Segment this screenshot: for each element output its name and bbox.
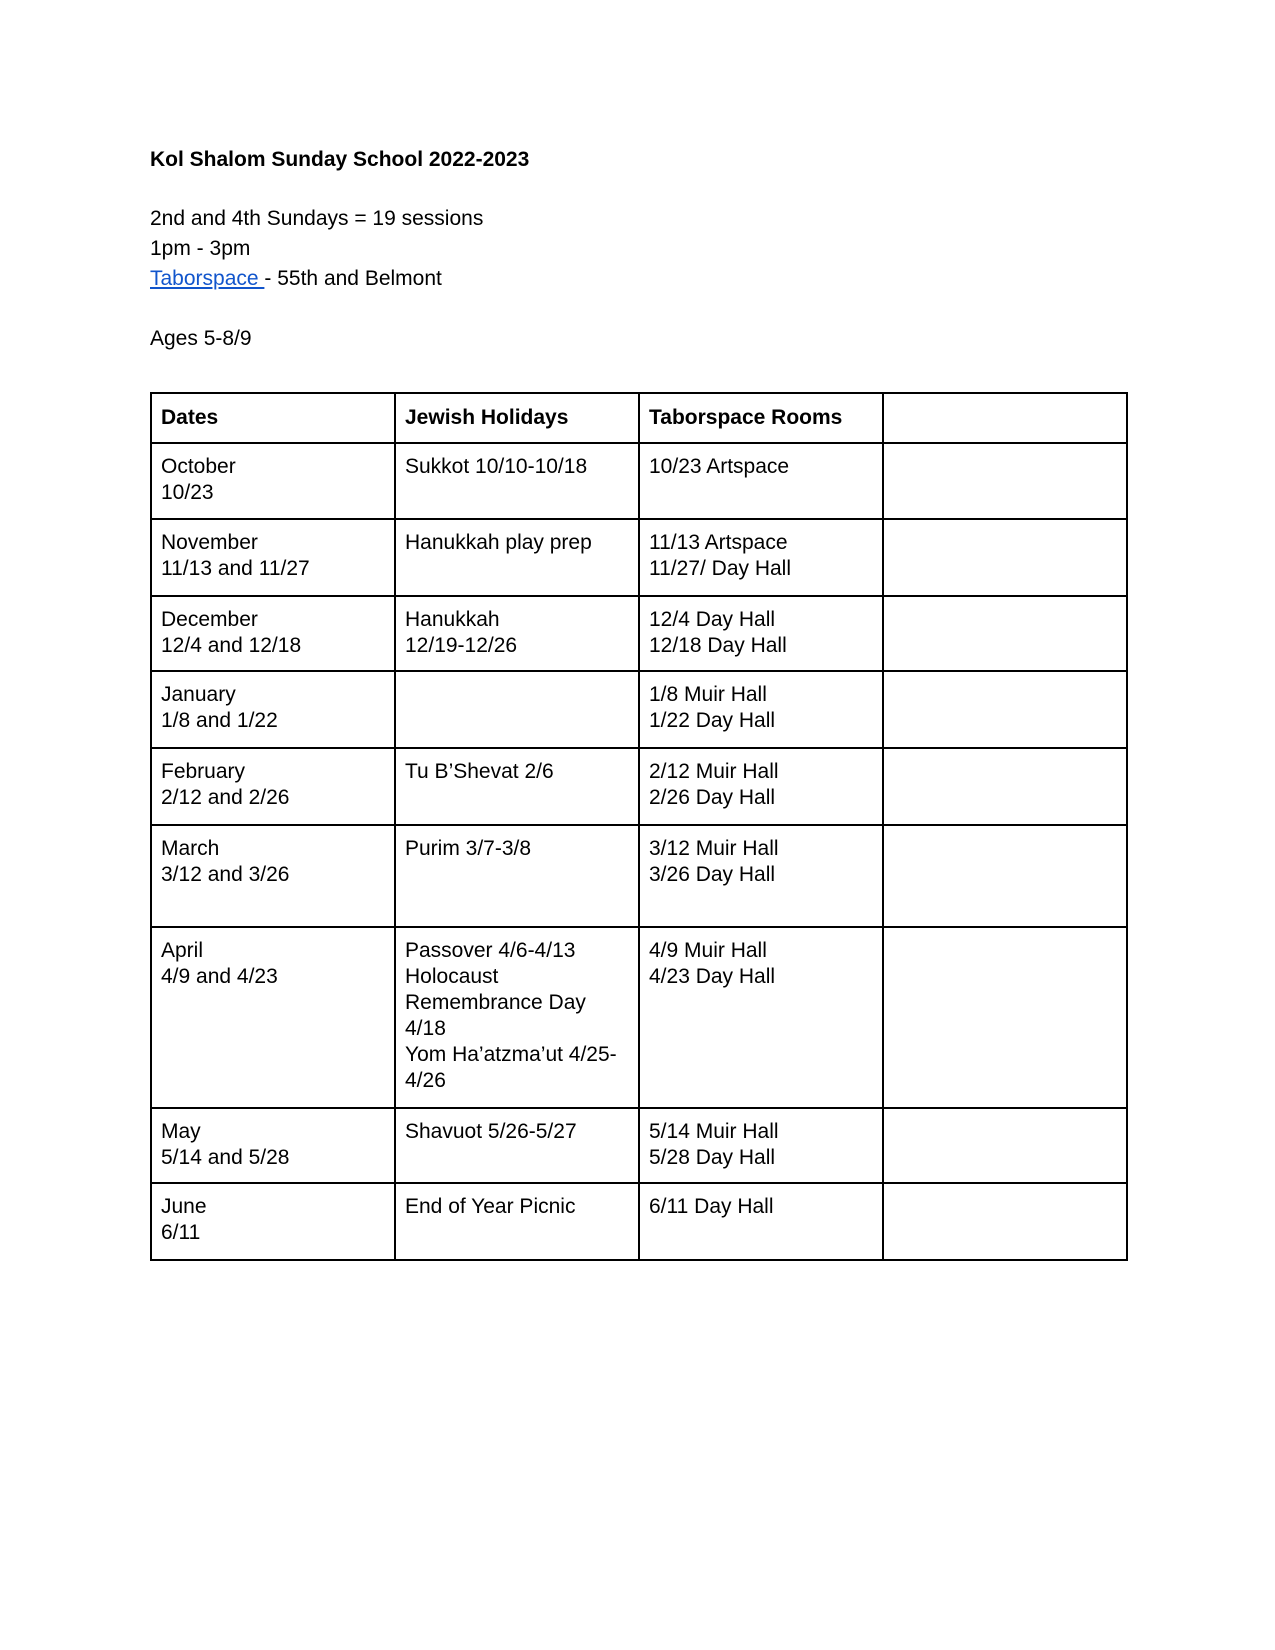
- time-line: 1pm - 3pm: [150, 237, 251, 260]
- table-row: [151, 1108, 1127, 1183]
- cell-dates: April 4/9 and 4/23: [151, 927, 395, 1108]
- cell-dates: December 12/4 and 12/18: [151, 596, 395, 671]
- cell-holidays: Sukkot 10/10-10/18: [395, 443, 639, 519]
- cell-holidays: Purim 3/7-3/8: [395, 825, 639, 927]
- cell-holidays: Passover 4/6-4/13 Holocaust Remembrance Day 4/18 Yom Ha’atzma’ut 4/25-4/26: [395, 927, 639, 1108]
- table-row: [151, 519, 1127, 596]
- schedule-table: [150, 392, 1128, 1261]
- cell-extra: [883, 825, 1127, 927]
- cell-rooms: 11/13 Artspace 11/27/ Day Hall: [639, 519, 883, 596]
- table-row: [151, 927, 1127, 1108]
- table-row: [151, 596, 1127, 671]
- location-address: - 55th and Belmont: [264, 267, 442, 290]
- cell-extra: [883, 748, 1127, 825]
- cell-rooms: 1/8 Muir Hall 1/22 Day Hall: [639, 671, 883, 748]
- taborspace-link[interactable]: Taborspace: [150, 267, 265, 290]
- header-jewish-holidays: Jewish Holidays: [395, 393, 639, 443]
- table-header-row: [151, 393, 1127, 443]
- cell-dates: February 2/12 and 2/26: [151, 748, 395, 825]
- table-row: [151, 1183, 1127, 1260]
- cell-holidays: Hanukkah play prep: [395, 519, 639, 596]
- table-row: [151, 671, 1127, 748]
- cell-extra: [883, 927, 1127, 1108]
- cell-holidays: [395, 671, 639, 748]
- cell-holidays: Tu B’Shevat 2/6: [395, 748, 639, 825]
- cell-dates: October 10/23: [151, 443, 395, 519]
- cell-rooms: 2/12 Muir Hall 2/26 Day Hall: [639, 748, 883, 825]
- cell-dates: November 11/13 and 11/27: [151, 519, 395, 596]
- cell-extra: [883, 1183, 1127, 1260]
- cell-dates: January 1/8 and 1/22: [151, 671, 395, 748]
- header-dates: Dates: [151, 393, 395, 443]
- header-taborspace-rooms: Taborspace Rooms: [639, 393, 883, 443]
- cell-dates: June 6/11: [151, 1183, 395, 1260]
- cell-holidays: Hanukkah 12/19-12/26: [395, 596, 639, 671]
- ages-line: Ages 5-8/9: [150, 327, 252, 350]
- table-row: [151, 748, 1127, 825]
- header-blank: [883, 393, 1127, 443]
- table-row: [151, 825, 1127, 927]
- cell-dates: March 3/12 and 3/26: [151, 825, 395, 927]
- cell-rooms: 5/14 Muir Hall 5/28 Day Hall: [639, 1108, 883, 1183]
- cell-rooms: 10/23 Artspace: [639, 443, 883, 519]
- cell-extra: [883, 1108, 1127, 1183]
- cell-holidays: End of Year Picnic: [395, 1183, 639, 1260]
- cell-extra: [883, 596, 1127, 671]
- cell-rooms: 6/11 Day Hall: [639, 1183, 883, 1260]
- cell-holidays: Shavuot 5/26-5/27: [395, 1108, 639, 1183]
- cell-extra: [883, 443, 1127, 519]
- sessions-line: 2nd and 4th Sundays = 19 sessions: [150, 207, 484, 230]
- cell-rooms: 12/4 Day Hall 12/18 Day Hall: [639, 596, 883, 671]
- document-page: [150, 146, 1125, 1244]
- document-title: Kol Shalom Sunday School 2022-2023: [150, 148, 530, 171]
- cell-rooms: 4/9 Muir Hall 4/23 Day Hall: [639, 927, 883, 1108]
- cell-rooms: 3/12 Muir Hall 3/26 Day Hall: [639, 825, 883, 927]
- cell-extra: [883, 671, 1127, 748]
- cell-extra: [883, 519, 1127, 596]
- location-line: [150, 264, 1125, 294]
- cell-dates: May 5/14 and 5/28: [151, 1108, 395, 1183]
- table-row: [151, 443, 1127, 519]
